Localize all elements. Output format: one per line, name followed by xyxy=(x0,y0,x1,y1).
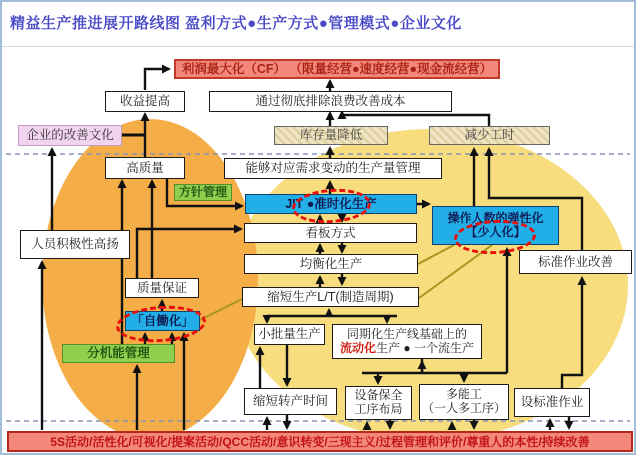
node-changeover-label: 缩短转产时间 xyxy=(252,394,328,409)
node-sub-function-label: 分机能管理 xyxy=(87,346,150,361)
node-std-work-improve-label: 标准作业改善 xyxy=(537,254,613,269)
node-sub-function xyxy=(62,344,175,363)
node-small-batch xyxy=(254,324,325,345)
node-multi-skill xyxy=(419,384,509,420)
node-policy-mgmt xyxy=(174,184,232,201)
node-income-up-label: 收益提高 xyxy=(119,94,170,109)
node-inventory-down-label: 库存量降低 xyxy=(299,128,363,143)
node-cost-improve xyxy=(209,91,452,112)
node-profit-max xyxy=(174,59,500,79)
node-income-up xyxy=(105,91,185,112)
node-demand-mgmt-label: 能够对应需求变动的生产量管理 xyxy=(245,161,421,176)
foundation-activities-bar xyxy=(7,431,633,452)
node-std-ops xyxy=(514,388,590,417)
node-demand-mgmt xyxy=(224,158,442,179)
node-flow-line1: 同期化生产线基础上的 xyxy=(346,326,467,341)
node-motivation-label: 人员积极性高扬 xyxy=(31,237,119,252)
node-flow-production xyxy=(332,324,482,359)
node-equipment xyxy=(345,386,412,420)
node-quality-assurance xyxy=(125,278,199,298)
node-motivation xyxy=(20,230,130,259)
node-equip-line2: 工序布局 xyxy=(354,402,403,416)
node-heijunka xyxy=(244,254,418,274)
node-jit-label: JIT ●准时化生产 xyxy=(285,196,377,211)
node-hours-down xyxy=(429,126,550,145)
node-high-quality xyxy=(105,157,185,179)
node-quality-assurance-label: 质量保证 xyxy=(136,280,187,295)
node-changeover xyxy=(244,388,337,415)
node-high-quality-label: 高质量 xyxy=(126,160,164,175)
title-main: 精益生产推进展开路线图 xyxy=(10,15,181,32)
node-kaizen-culture xyxy=(18,125,122,146)
foundation-activities-label: 5S活动/活性化/可视化/提案活动/QCC活动/意识转变/三现主义/过程管理和评价/尊重人的本性/持续改善 xyxy=(50,435,590,449)
node-kanban xyxy=(244,223,417,243)
node-profit-max-label: 利润最大化（CF） （限量经营●速度经营●现金流经营） xyxy=(181,61,493,76)
node-flow-line2 xyxy=(340,342,474,356)
node-flex-line2: 【少人化】 xyxy=(465,224,526,239)
node-flex-line1: 操作人数的弹性化 xyxy=(447,210,544,225)
node-kanban-label: 看板方式 xyxy=(305,225,356,240)
node-heijunka-label: 均衡化生产 xyxy=(299,256,363,271)
node-cost-improve-label: 通过彻底排除浪费改善成本 xyxy=(255,94,406,109)
node-kaizen-culture-label: 企业的改善文化 xyxy=(26,128,114,143)
node-multi-line1: 多能工 xyxy=(445,387,482,402)
node-std-ops-label: 设标准作业 xyxy=(520,395,584,410)
title-subtitle: 盈利方式●生产方式●管理模式●企业文化 xyxy=(180,15,462,32)
node-multi-line2: （一人多工序） xyxy=(421,401,506,415)
node-flow-red-part: 流动化 xyxy=(340,340,377,355)
node-leadtime-label: 缩短生产L/T(制造周期) xyxy=(267,289,394,304)
node-jidoka-label: 「自働化」 xyxy=(131,313,194,328)
node-hours-down-label: 减少工时 xyxy=(464,128,515,143)
node-equip-line1: 设备保全 xyxy=(354,388,403,403)
node-small-batch-label: 小批量生产 xyxy=(258,327,321,342)
node-std-work-improve xyxy=(519,250,632,274)
node-flow-rest-part: 生产 ● 一个流生产 xyxy=(376,340,474,355)
node-leadtime xyxy=(242,287,419,307)
node-inventory-down xyxy=(274,126,388,145)
node-policy-mgmt-label: 方针管理 xyxy=(178,184,227,199)
